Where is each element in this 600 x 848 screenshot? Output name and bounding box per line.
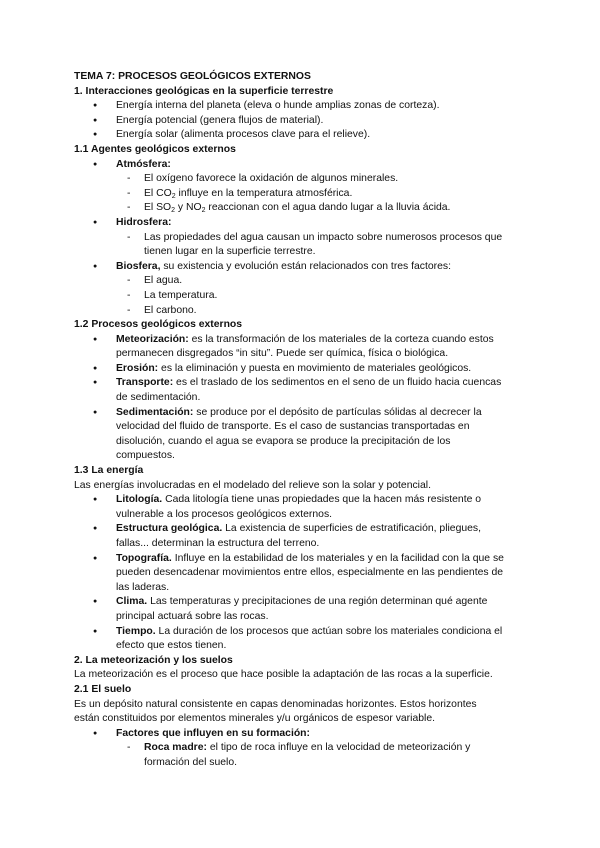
list-item-continuation: vulnerable a los procesos geológicos externos. bbox=[116, 508, 333, 520]
section-heading: 1. Interacciones geológicas en la superficie terrestre bbox=[74, 85, 334, 97]
list-item: ● Erosión: es la eliminación y puesta en movimiento de materiales geológicos. bbox=[74, 362, 528, 377]
list-item: ● Energía interna del planeta (eleva o hunde amplias zonas de corteza). bbox=[74, 99, 528, 114]
list-item-continuation: permanecen disgregados “in situ”. Puede ser química, física o biológica. bbox=[116, 348, 449, 360]
section-heading: 1.3 La energía bbox=[74, 465, 144, 477]
sub-list-item: - El $CO_2$ influye en la temperatura atmosférica. bbox=[74, 187, 528, 202]
list-item-continuation: compuestos. bbox=[116, 450, 175, 462]
list-item-continuation: principal actuará sobre las rocas. bbox=[116, 610, 269, 622]
list-item: ● Energía solar (alimenta procesos clave para el relieve). bbox=[74, 128, 528, 143]
list-item-continuation: efecto que estos tienen. bbox=[116, 640, 227, 652]
sub-list-item: - El agua. bbox=[74, 274, 528, 289]
section-heading: 2. La meteorización y los suelos bbox=[74, 654, 233, 666]
list-item: ● Atmósfera: bbox=[74, 158, 528, 173]
list-item: ● Energía potencial (genera flujos de material). bbox=[74, 114, 528, 129]
list-item-continuation: de sedimentación. bbox=[116, 392, 201, 404]
list-item: ● Sedimentación: se produce por el depósito de partículas sólidas al decrecer la bbox=[74, 406, 528, 421]
paragraph: Es un depósito natural consistente en capas denominadas horizontes. Estos horizontes bbox=[74, 698, 477, 710]
sub-list-item-continuation: formación del suelo. bbox=[144, 756, 237, 768]
list-item-continuation: pueden desencadenar movimientos entre ellos, especialmente en las pendientes de bbox=[116, 567, 504, 579]
paragraph: Las energías involucradas en el modelado del relieve son la solar y potencial. bbox=[74, 479, 431, 491]
sub-list-item: - La temperatura. bbox=[74, 289, 528, 304]
list-item: ● Hidrosfera: bbox=[74, 216, 528, 231]
sub-list-item: - El oxígeno favorece la oxidación de algunos minerales. bbox=[74, 172, 528, 187]
sub-list-item: - El $SO_2$ y $NO_2$ reaccionan con el agua dando lugar a la lluvia ácida. bbox=[74, 201, 528, 216]
sub-list-item-continuation: tienen lugar en la superficie terrestre. bbox=[144, 246, 316, 258]
paragraph: La meteorización es el proceso que hace posible la adaptación de las rocas a la superficie. bbox=[74, 669, 493, 681]
list-item: ● Tiempo. La duración de los procesos que actúan sobre los materiales condiciona el bbox=[74, 625, 528, 640]
document-title: TEMA 7: PROCESOS GEOLÓGICOS EXTERNOS bbox=[74, 71, 311, 82]
sub-list-item: - El carbono. bbox=[74, 304, 528, 319]
list-item: ● Transporte: es el traslado de los sedimentos en el seno de un fluido hacia cuencas bbox=[74, 376, 528, 391]
list-item: ● Biosfera, su existencia y evolución están relacionados con tres factores: bbox=[74, 260, 528, 275]
list-item: ● Clima. Las temperaturas y precipitaciones de una región determinan qué agente bbox=[74, 595, 528, 610]
section-heading: 2.1 El suelo bbox=[74, 683, 132, 695]
list-item: ● Topografía. Influye en la estabilidad de los materiales y en la facilidad con la que se bbox=[74, 552, 528, 567]
section-heading: 1.2 Procesos geológicos externos bbox=[74, 319, 243, 331]
list-item-continuation: disolución, cuando el agua se evapora se produce la precipitación de los bbox=[116, 435, 451, 447]
list-item: ● Meteorización: es la transformación de los materiales de la corteza cuando estos bbox=[74, 333, 528, 348]
paragraph: están constituidos por elementos minerales y/u orgánicos de espesor variable. bbox=[74, 713, 435, 725]
sub-list-item: - Las propiedades del agua causan un impacto sobre numerosos procesos que bbox=[74, 231, 528, 246]
list-item-continuation: fallas... determinan la estructura del terreno. bbox=[116, 538, 320, 549]
list-item: ● Litología. Cada litología tiene unas propiedades que la hacen más resistente o bbox=[74, 493, 528, 508]
sub-list-item: - Roca madre: el tipo de roca influye en la velocidad de meteorización y bbox=[74, 741, 528, 756]
list-item-continuation: velocidad del fluido de transporte. Es el caso de sustancias transportadas en bbox=[116, 421, 470, 433]
list-item: ● Estructura geológica. La existencia de superficies de estratificación, pliegues, bbox=[74, 522, 528, 537]
list-item-continuation: las laderas. bbox=[116, 581, 170, 593]
section-heading: 1.1 Agentes geológicos externos bbox=[74, 143, 236, 155]
list-item: ● Factores que influyen en su formación: bbox=[74, 727, 528, 742]
